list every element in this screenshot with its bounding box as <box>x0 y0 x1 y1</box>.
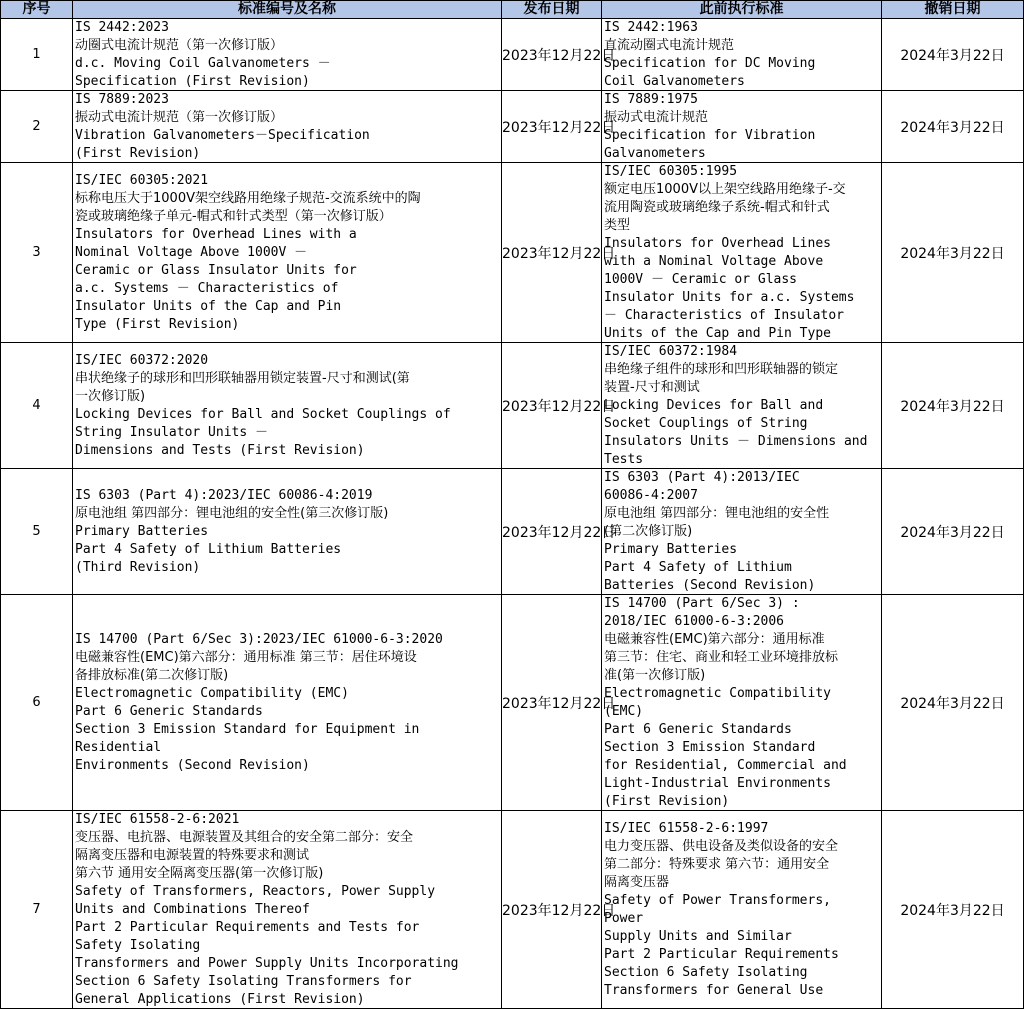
previous-standard-line: 60086-4:2007 <box>604 488 698 503</box>
standard-line: Part 4 Safety of Lithium Batteries <box>75 541 342 557</box>
standard-line: 动圈式电流计规范（第一次修订版） <box>75 38 284 53</box>
standard-line: d.c. Moving Coil Galvanometers － <box>75 56 331 71</box>
previous-standard-line: Safety of Power Transformers, <box>604 892 831 908</box>
previous-standard-line: Socket Couplings of String <box>604 416 808 431</box>
cell-standard <box>73 163 502 343</box>
previous-standard-line: Galvanometers <box>604 146 706 161</box>
previous-standard-line: Insulator Units for a.c. Systems <box>604 290 855 305</box>
cell-seq: 1 <box>1 19 73 91</box>
cell-revoke-date: 2024年3月22日 <box>882 19 1024 91</box>
previous-standard-line: 电磁兼容性(EMC)第六部分：通用标准 <box>604 632 825 647</box>
previous-standard-line: 流用陶瓷或玻璃绝缘子系统-帽式和针式 <box>604 200 830 215</box>
previous-standard-line: IS/IEC 60372:1984 <box>604 344 738 359</box>
standard-line: Type (First Revision) <box>75 316 240 332</box>
standard-line: Environments (Second Revision) <box>75 757 310 773</box>
previous-standard-line: 隔离变压器 <box>604 874 670 890</box>
previous-standard-line: 1000V － Ceramic or Glass <box>604 272 798 287</box>
table-row <box>1 91 1024 163</box>
previous-standard-line: Batteries (Second Revision) <box>604 578 816 593</box>
previous-standard-line: 准(第一次修订版) <box>604 668 706 683</box>
cell-previous-standard <box>602 163 882 343</box>
standard-line: IS 14700 (Part 6/Sec 3):2023/IEC 61000-6-3:2020 <box>75 631 443 647</box>
standard-line: Transformers and Power Supply Units Incorporating <box>75 956 459 971</box>
standard-line: 瓷或玻璃绝缘子单元-帽式和针式类型（第一次修订版） <box>75 208 392 224</box>
cell-revoke-date: 2024年3月22日 <box>882 163 1024 343</box>
previous-standard-line: Coil Galvanometers <box>604 74 745 89</box>
header-row <box>1 1 1024 19</box>
header-previous-standard: 此前执行标准 <box>602 1 882 19</box>
cell-seq: 4 <box>1 343 73 469</box>
table-body <box>1 19 1024 1009</box>
previous-standard-line: Tests <box>604 452 644 467</box>
header-revoke-date: 撤销日期 <box>882 1 1024 19</box>
cell-previous-standard <box>602 595 882 811</box>
standard-line: 振动式电流计规范（第一次修订版） <box>75 110 284 125</box>
previous-standard-line: Locking Devices for Ball and <box>604 398 824 413</box>
cell-standard <box>73 343 502 469</box>
previous-standard-line: 电力变压器、供电设备及类似设备的安全 <box>604 838 839 854</box>
standard-line: Primary Batteries <box>75 523 209 539</box>
previous-standard-line: IS 14700 (Part 6/Sec 3) : <box>604 596 800 611</box>
previous-standard-line: Part 6 Generic Standards <box>604 722 792 737</box>
standard-line: Vibration Galvanometers－Specification <box>75 128 370 143</box>
standard-line: 标称电压大于1000V架空线路用绝缘子规范-交流系统中的陶 <box>75 190 421 206</box>
cell-publish-date: 2023年12月22日 <box>502 91 602 163</box>
standard-line: Ceramic or Glass Insulator Units for <box>75 262 357 278</box>
cell-revoke-date: 2024年3月22日 <box>882 91 1024 163</box>
previous-standard-line: Part 2 Particular Requirements <box>604 946 839 962</box>
cell-standard <box>73 19 502 91</box>
table-row <box>1 595 1024 811</box>
previous-standard-line: Transformers for General Use <box>604 982 824 998</box>
standard-line: General Applications (First Revision) <box>75 992 365 1007</box>
standard-line: Dimensions and Tests (First Revision) <box>75 442 365 458</box>
previous-standard-line: IS/IEC 60305:1995 <box>604 164 738 179</box>
table-row <box>1 469 1024 595</box>
previous-standard-line: IS 6303 (Part 4):2013/IEC <box>604 470 800 485</box>
standard-line: Safety of Transformers, Reactors, Power Supply <box>75 884 436 899</box>
cell-previous-standard <box>602 19 882 91</box>
cell-seq: 6 <box>1 595 73 811</box>
cell-seq: 3 <box>1 163 73 343</box>
previous-standard-line: (First Revision) <box>604 794 730 809</box>
table-row <box>1 163 1024 343</box>
previous-standard-line: Specification for Vibration <box>604 128 816 143</box>
previous-standard-line: with a Nominal Voltage Above <box>604 254 824 269</box>
standard-line: Insulators for Overhead Lines with a <box>75 226 357 242</box>
previous-standard-line: 第二部分：特殊要求 第六节：通用安全 <box>604 856 830 872</box>
previous-standard-line: Light-Industrial Environments <box>604 776 831 791</box>
table-row <box>1 811 1024 1009</box>
standard-line: IS 6303 (Part 4):2023/IEC 60086-4:2019 <box>75 487 373 503</box>
previous-standard-line: Insulators Units － Dimensions and <box>604 434 868 449</box>
previous-standard-line: (EMC) <box>604 704 644 719</box>
cell-publish-date: 2023年12月22日 <box>502 811 602 1009</box>
cell-revoke-date: 2024年3月22日 <box>882 811 1024 1009</box>
cell-revoke-date: 2024年3月22日 <box>882 595 1024 811</box>
previous-standard-line: 振动式电流计规范 <box>604 110 709 125</box>
previous-standard-line: Units of the Cap and Pin Type <box>604 326 831 341</box>
previous-standard-line: 装置-尺寸和测试 <box>604 380 700 395</box>
standard-line: Part 6 Generic Standards <box>75 703 263 719</box>
previous-standard-line: Specification for DC Moving <box>604 56 816 71</box>
previous-standard-line: IS 2442:1963 <box>604 20 698 35</box>
previous-standard-line: － Characteristics of Insulator <box>604 308 844 323</box>
previous-standard-line: Electromagnetic Compatibility <box>604 686 831 701</box>
cell-publish-date: 2023年12月22日 <box>502 19 602 91</box>
standard-line: Units and Combinations Thereof <box>75 902 310 917</box>
cell-seq: 5 <box>1 469 73 595</box>
previous-standard-line: Section 6 Safety Isolating <box>604 964 808 980</box>
cell-previous-standard <box>602 469 882 595</box>
standard-line: Part 2 Particular Requirements and Tests for <box>75 920 420 935</box>
previous-standard-line: Section 3 Emission Standard <box>604 740 816 755</box>
standard-line: IS/IEC 60372:2020 <box>75 352 209 368</box>
standard-line: IS 7889:2023 <box>75 92 169 107</box>
previous-standard-line: Supply Units and Similar <box>604 928 792 944</box>
previous-standard-line: Power <box>604 910 644 926</box>
cell-standard <box>73 811 502 1009</box>
cell-publish-date: 2023年12月22日 <box>502 163 602 343</box>
standard-line: Locking Devices for Ball and Socket Couplings of <box>75 406 451 422</box>
header-publish-date: 发布日期 <box>502 1 602 19</box>
header-seq: 序号 <box>1 1 73 19</box>
standard-line: IS 2442:2023 <box>75 20 169 35</box>
previous-standard-line: 类型 <box>604 218 631 233</box>
cell-previous-standard <box>602 811 882 1009</box>
standard-line: Specification (First Revision) <box>75 74 310 89</box>
header-standard: 标准编号及名称 <box>73 1 502 19</box>
standard-line: Residential <box>75 739 162 755</box>
previous-standard-line: IS 7889:1975 <box>604 92 698 107</box>
standard-line: 电磁兼容性(EMC)第六部分：通用标准 第三节：居住环境设 <box>75 649 417 665</box>
standard-line: Insulator Units of the Cap and Pin <box>75 298 342 314</box>
previous-standard-line: IS/IEC 61558-2-6:1997 <box>604 820 769 836</box>
standard-line: Electromagnetic Compatibility (EMC) <box>75 685 349 701</box>
standard-line: 备排放标准(第二次修订版) <box>75 667 229 683</box>
standard-line: a.c. Systems － Characteristics of <box>75 280 339 296</box>
table-row <box>1 343 1024 469</box>
standard-line: 第六节 通用安全隔离变压器(第一次修订版) <box>75 866 324 881</box>
previous-standard-line: 额定电压1000V以上架空线路用绝缘子-交 <box>604 182 846 197</box>
cell-revoke-date: 2024年3月22日 <box>882 469 1024 595</box>
standard-line: 串状绝缘子的球形和凹形联轴器用锁定装置-尺寸和测试(第 <box>75 370 410 386</box>
standard-line: 变压器、电抗器、电源装置及其组合的安全第二部分：安全 <box>75 830 414 845</box>
standard-line: Nominal Voltage Above 1000V － <box>75 244 308 260</box>
standard-line: Safety Isolating <box>75 938 201 953</box>
cell-standard <box>73 595 502 811</box>
standard-line: 原电池组 第四部分：锂电池组的安全性(第三次修订版) <box>75 505 389 521</box>
previous-standard-line: 原电池组 第四部分：锂电池组的安全性 <box>604 506 830 521</box>
standard-line: (First Revision) <box>75 146 201 161</box>
previous-standard-line: Insulators for Overhead Lines <box>604 236 831 251</box>
standard-line: Section 6 Safety Isolating Transformers for <box>75 974 412 989</box>
previous-standard-line: (第二次修订版) <box>604 524 693 539</box>
previous-standard-line: for Residential, Commercial and <box>604 758 847 773</box>
cell-previous-standard <box>602 91 882 163</box>
cell-publish-date: 2023年12月22日 <box>502 595 602 811</box>
standard-line: String Insulator Units － <box>75 424 269 440</box>
cell-revoke-date: 2024年3月22日 <box>882 343 1024 469</box>
standard-line: 一次修订版) <box>75 388 146 404</box>
previous-standard-line: Part 4 Safety of Lithium <box>604 560 792 575</box>
standard-line: 隔离变压器和电源装置的特殊要求和测试 <box>75 848 310 863</box>
standard-line: Section 3 Emission Standard for Equipment in <box>75 721 420 737</box>
cell-publish-date: 2023年12月22日 <box>502 469 602 595</box>
previous-standard-line: 串绝缘子组件的球形和凹形联轴器的锁定 <box>604 362 839 377</box>
standard-line: IS/IEC 60305:2021 <box>75 172 209 188</box>
cell-seq: 7 <box>1 811 73 1009</box>
cell-publish-date: 2023年12月22日 <box>502 343 602 469</box>
cell-seq: 2 <box>1 91 73 163</box>
previous-standard-line: 直流动圈式电流计规范 <box>604 38 735 53</box>
cell-standard <box>73 91 502 163</box>
standard-line: IS/IEC 61558-2-6:2021 <box>75 812 240 827</box>
cell-previous-standard <box>602 343 882 469</box>
table-row <box>1 19 1024 91</box>
previous-standard-line: 第三节：住宅、商业和轻工业环境排放标 <box>604 650 839 665</box>
cell-standard <box>73 469 502 595</box>
previous-standard-line: 2018/IEC 61000-6-3:2006 <box>604 614 785 629</box>
standard-line: (Third Revision) <box>75 559 201 575</box>
previous-standard-line: Primary Batteries <box>604 542 738 557</box>
